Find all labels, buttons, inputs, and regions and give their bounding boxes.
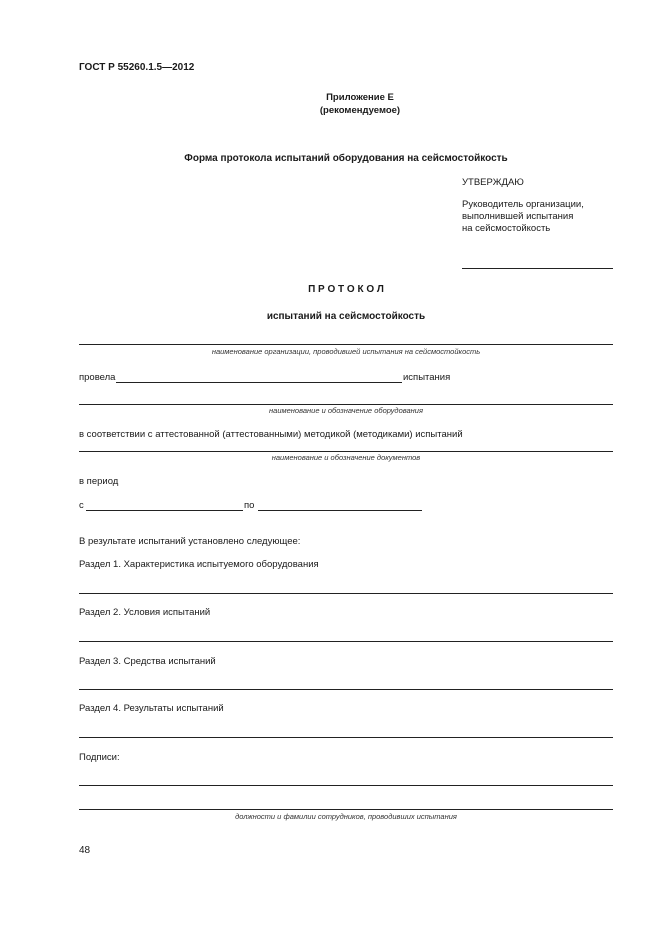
section-2-label: Раздел 2. Условия испытаний xyxy=(79,607,211,618)
section-4-line xyxy=(79,737,613,738)
approval-line-3: на сейсмостойкость xyxy=(462,223,551,234)
equipment-caption: наименование и обозначение оборудования xyxy=(269,406,423,415)
approval-label: УТВЕРЖДАЮ xyxy=(462,177,524,188)
period-to-label: по xyxy=(244,500,255,511)
signatures-line-2 xyxy=(79,809,613,810)
form-title: Форма протокола испытаний оборудования на сейсмостойкость xyxy=(184,153,508,164)
equipment-line xyxy=(79,404,613,405)
documents-line xyxy=(79,451,613,452)
section-3-line xyxy=(79,689,613,690)
period-from-line xyxy=(86,510,243,511)
signatures-line-1 xyxy=(79,785,613,786)
page-number: 48 xyxy=(79,845,91,856)
section-3-label: Раздел 3. Средства испытаний xyxy=(79,656,216,667)
signatures-label: Подписи: xyxy=(79,752,120,763)
conducted-line xyxy=(116,382,402,383)
section-1-line xyxy=(79,593,613,594)
accordance-label: в соответствии с аттестованной (аттестованными) методикой (методиками) испытаний xyxy=(79,429,463,440)
appendix-title: Приложение Е xyxy=(326,92,394,103)
approval-line-1: Руководитель организации, xyxy=(462,199,584,210)
signers-caption: должности и фамилии сотрудников, проводивших испытания xyxy=(235,812,457,821)
organization-caption: наименование организации, проводившей испытания на сейсмостойкость xyxy=(211,347,481,356)
conducted-label: провела xyxy=(79,372,116,383)
standard-number: ГОСТ Р 55260.1.5—2012 xyxy=(79,62,195,73)
section-2-line xyxy=(79,641,613,642)
protocol-subtitle: испытаний на сейсмостойкость xyxy=(266,311,426,322)
appendix-status: (рекомендуемое) xyxy=(319,105,401,116)
period-label: в период xyxy=(79,476,119,487)
results-intro: В результате испытаний установлено следующее: xyxy=(79,536,301,547)
approval-signature-line xyxy=(462,268,613,269)
tests-label: испытания xyxy=(403,372,451,383)
section-4-label: Раздел 4. Результаты испытаний xyxy=(79,703,224,714)
organization-line xyxy=(79,344,613,345)
documents-caption: наименование и обозначение документов xyxy=(271,453,421,462)
period-to-line xyxy=(258,510,422,511)
section-1-label: Раздел 1. Характеристика испытуемого оборудования xyxy=(79,559,319,570)
period-from-label: с xyxy=(79,500,84,511)
protocol-title: П Р О Т О К О Л xyxy=(308,284,384,295)
approval-line-2: выполнившей испытания xyxy=(462,211,574,222)
